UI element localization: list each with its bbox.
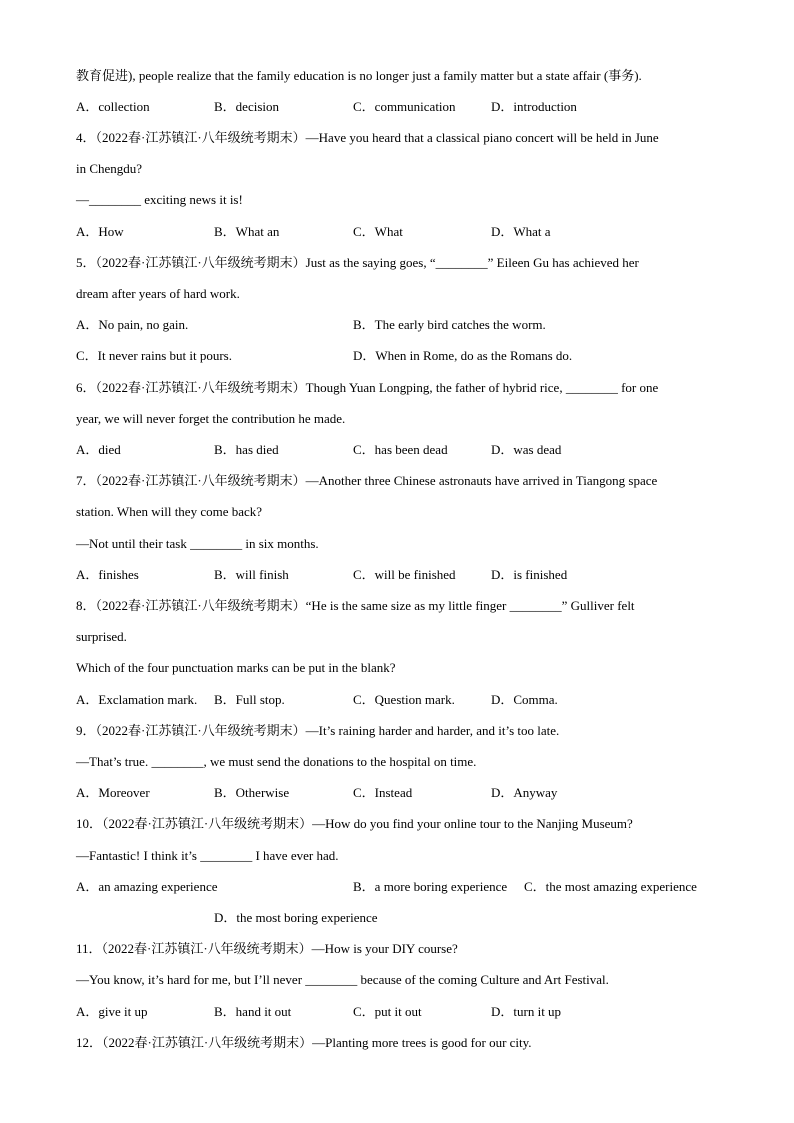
question-5-line-2: dream after years of hard work. (76, 286, 240, 301)
question-11-line-1: 11．（2022春·江苏镇江·八年级统考期末）—How is your DIY course? (76, 941, 458, 956)
question-6-line-2: year, we will never forget the contribution he made. (76, 411, 346, 426)
q10-option-a: A．an amazing experience (76, 879, 218, 894)
question-10-line-1: 10．（2022春·江苏镇江·八年级统考期末）—How do you find your online tour to the Nanjing Museum? (76, 816, 633, 831)
q7-option-a: A．finishes (76, 567, 139, 582)
question-11-line-2: —You know, it’s hard for me, but I’ll never ________ because of the coming Culture and Art Festival. (76, 972, 609, 987)
q3-option-b: B．decision (214, 99, 279, 114)
q9-option-b: B．Otherwise (214, 785, 290, 800)
q11-option-d: D．turn it up (491, 1004, 562, 1019)
q8-option-a: A．Exclamation mark. (76, 692, 198, 707)
question-7-line-1: 7．（2022春·江苏镇江·八年级统考期末）—Another three Chinese astronauts have arrived in Tiangong space (76, 473, 658, 488)
question-4-line-1: 4．（2022春·江苏镇江·八年级统考期末）—Have you heard that a classical piano concert will be held in June (76, 130, 659, 145)
q10-option-b: B．a more boring experience (353, 879, 508, 894)
q4-option-d: D．What a (491, 224, 551, 239)
q9-option-d: D．Anyway (491, 785, 558, 800)
q11-option-c: C．put it out (353, 1004, 422, 1019)
q10-option-d: D．the most boring experience (214, 910, 378, 925)
question-8-line-2: surprised. (76, 629, 127, 644)
q4-option-a: A．How (76, 224, 124, 239)
q5-option-a: A．No pain, no gain. (76, 317, 189, 332)
question-10-line-2: —Fantastic! I think it’s ________ I have ever had. (76, 848, 339, 863)
q11-option-b: B．hand it out (214, 1004, 292, 1019)
q5-option-d: D．When in Rome, do as the Romans do. (353, 348, 573, 363)
q6-option-d: D．was dead (491, 442, 562, 457)
q4-option-b: B．What an (214, 224, 280, 239)
q9-option-c: C．Instead (353, 785, 413, 800)
q7-option-c: C．will be finished (353, 567, 456, 582)
q10-option-c: C．the most amazing experience (524, 879, 697, 894)
q3-option-c: C．communication (353, 99, 456, 114)
question-6-line-1: 6．（2022春·江苏镇江·八年级统考期末）Though Yuan Longping, the father of hybrid rice, ________ for one (76, 380, 659, 395)
q3-option-d: D．introduction (491, 99, 577, 114)
q8-option-c: C．Question mark. (353, 692, 455, 707)
question-9-line-2: —That’s true. ________, we must send the donations to the hospital on time. (76, 754, 477, 769)
q6-option-c: C．has been dead (353, 442, 448, 457)
q3-option-a: A．collection (76, 99, 150, 114)
question-4-line-3: —________ exciting news it is! (76, 192, 243, 207)
q11-option-a: A．give it up (76, 1004, 148, 1019)
q6-option-a: A．died (76, 442, 121, 457)
q9-option-a: A．Moreover (76, 785, 150, 800)
question-3-stem-tail: 教育促进), people realize that the family education is no longer just a family matter but a state affair (事务). (76, 68, 642, 83)
question-8-line-3: Which of the four punctuation marks can be put in the blank? (76, 660, 396, 675)
question-9-line-1: 9．（2022春·江苏镇江·八年级统考期末）—It’s raining harder and harder, and it’s too late. (76, 723, 560, 738)
q8-option-b: B．Full stop. (214, 692, 285, 707)
q4-option-c: C．What (353, 224, 403, 239)
q5-option-c: C．It never rains but it pours. (76, 348, 232, 363)
question-4-line-2: in Chengdu? (76, 161, 143, 176)
question-7-line-2: station. When will they come back? (76, 504, 263, 519)
q7-option-b: B．will finish (214, 567, 289, 582)
q8-option-d: D．Comma. (491, 692, 558, 707)
question-5-line-1: 5．（2022春·江苏镇江·八年级统考期末）Just as the saying goes, “________” Eileen Gu has achieved her (76, 255, 639, 270)
q7-option-d: D．is finished (491, 567, 568, 582)
q5-option-b: B．The early bird catches the worm. (353, 317, 546, 332)
question-8-line-1: 8．（2022春·江苏镇江·八年级统考期末）“He is the same size as my little finger ________” Gulliver felt (76, 598, 635, 613)
q6-option-b: B．has died (214, 442, 279, 457)
question-12-line-1: 12．（2022春·江苏镇江·八年级统考期末）—Planting more trees is good for our city. (76, 1035, 532, 1050)
question-7-line-3: —Not until their task ________ in six months. (76, 536, 319, 551)
